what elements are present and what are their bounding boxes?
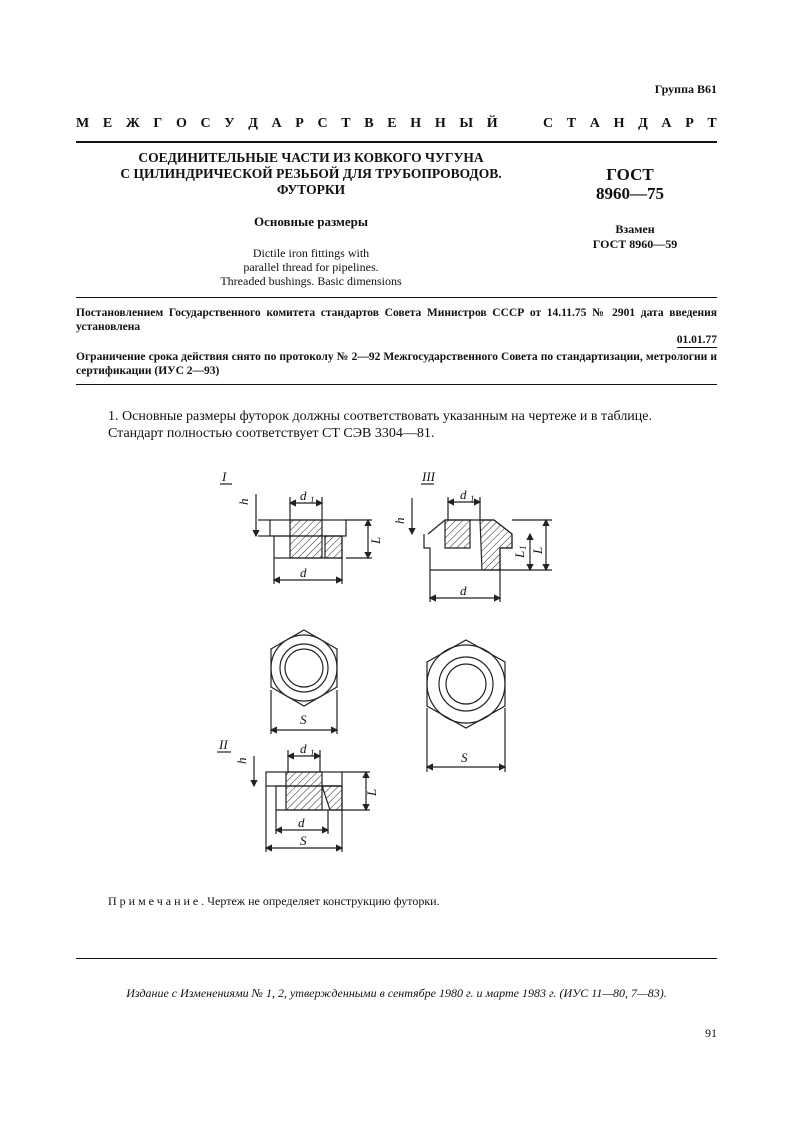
- banner-letter: Й: [486, 116, 498, 131]
- paragraph-line: Стандарт полностью соответствует СТ СЭВ 3304—81.: [108, 426, 435, 441]
- dim-S: S: [300, 712, 307, 727]
- label-II: II: [219, 737, 228, 752]
- view-I-section: [256, 494, 372, 584]
- dim-d1-sub: 1: [310, 495, 315, 505]
- banner-letter: Т: [341, 116, 351, 131]
- dim-L: L: [364, 788, 379, 796]
- label-III: III: [422, 469, 435, 484]
- banner-letter: С: [543, 116, 554, 131]
- document-subtitle: Основные размеры: [253, 214, 368, 229]
- banner-letter: В: [364, 116, 374, 131]
- dim-d1-sub: 1: [310, 748, 315, 758]
- note-label: Примечание: [108, 894, 202, 908]
- banner-letter: Д: [638, 116, 648, 131]
- dim-S: S: [461, 750, 468, 765]
- banner-letter: Ж: [125, 116, 140, 131]
- banner-letter: Т: [566, 116, 577, 131]
- banner-letter: Е: [102, 116, 113, 131]
- dim-d: d: [460, 583, 467, 598]
- dim-h: h: [236, 498, 251, 505]
- limit-text: Ограничение срока действия снято по протоколу № 2—92 Межгосударственного Совета по стандартизации, метрологии и сертификации (ИУС 2—93): [76, 351, 717, 377]
- banner-letter: А: [661, 116, 672, 131]
- english-title-line: Threaded bushings. Basic dimensions: [220, 274, 402, 288]
- label-I: I: [222, 469, 227, 484]
- banner-letter: Т: [707, 116, 717, 131]
- footer-rule: [76, 958, 717, 959]
- banner-letter: С: [200, 116, 211, 131]
- banner-letter: Ы: [459, 116, 474, 131]
- decree-text: Постановлением Государственного комитета стандартов Совета Министров СССР от 14.11.75 № 2901 дата введения установлена: [76, 307, 717, 333]
- banner-letter: М: [76, 116, 90, 131]
- banner-letter: Е: [387, 116, 397, 131]
- dim-h: h: [234, 757, 249, 764]
- dim-L1-sub: 1: [518, 545, 528, 550]
- title-line: СОЕДИНИТЕЛЬНЫЕ ЧАСТИ ИЗ КОВКОГО ЧУГУНА: [138, 150, 484, 165]
- page-number: 91: [705, 1026, 717, 1040]
- replaces-label: Взамен: [615, 222, 655, 236]
- banner-letter: Н: [613, 116, 625, 131]
- note-text: . Чертеж не определяет конструкцию футорки.: [201, 894, 440, 908]
- dim-d1: d: [460, 487, 467, 502]
- banner-letter: С: [317, 116, 328, 131]
- dim-L1: L: [512, 550, 527, 558]
- title-line: С ЦИЛИНДРИЧЕСКОЙ РЕЗЬБОЙ ДЛЯ ТРУБОПРОВОДОВ.: [120, 166, 502, 181]
- banner-letter: А: [271, 116, 282, 131]
- dim-L: L: [530, 546, 545, 554]
- group-code: Группа В61: [654, 82, 717, 96]
- dim-h: h: [392, 517, 407, 524]
- dim-d1: d: [300, 488, 307, 503]
- dim-d1-sub: 1: [470, 494, 475, 504]
- dim-d1: d: [300, 741, 307, 756]
- dim-L: L: [368, 536, 383, 544]
- dim-d: d: [300, 565, 307, 580]
- banner-letter: Д: [248, 116, 258, 131]
- edition-note: Издание с Изменениями № 1, 2, утвержденными в сентябре 1980 г. и марте 1983 г. (ИУС 11—80, 7—83).: [126, 986, 667, 1000]
- banner-letter: Р: [685, 116, 694, 131]
- banner-letter: О: [175, 116, 187, 131]
- dim-d: d: [298, 815, 305, 830]
- title-line: ФУТОРКИ: [276, 182, 346, 197]
- note: [108, 894, 440, 909]
- banner-letter: Н: [434, 116, 446, 131]
- banner-letter: У: [224, 116, 235, 131]
- english-title-line: Dictile iron fittings with: [252, 246, 370, 260]
- banner-letter: Р: [295, 116, 304, 131]
- view-II-section: [254, 750, 370, 852]
- effective-date: 01.01.77: [676, 334, 717, 346]
- paragraph-line: 1. Основные размеры футорок должны соответствовать указанным на чертеже и в таблице.: [108, 409, 652, 424]
- dim-S: S: [300, 833, 307, 848]
- gost-label: ГОСТ: [606, 165, 654, 184]
- english-title-line: parallel thread for pipelines.: [243, 260, 379, 274]
- banner-letter: Г: [153, 116, 163, 131]
- banner-letter: А: [589, 116, 600, 131]
- banner-letter: Н: [410, 116, 422, 131]
- replaces-value: ГОСТ 8960—59: [592, 237, 678, 251]
- gost-code: 8960—75: [596, 184, 664, 203]
